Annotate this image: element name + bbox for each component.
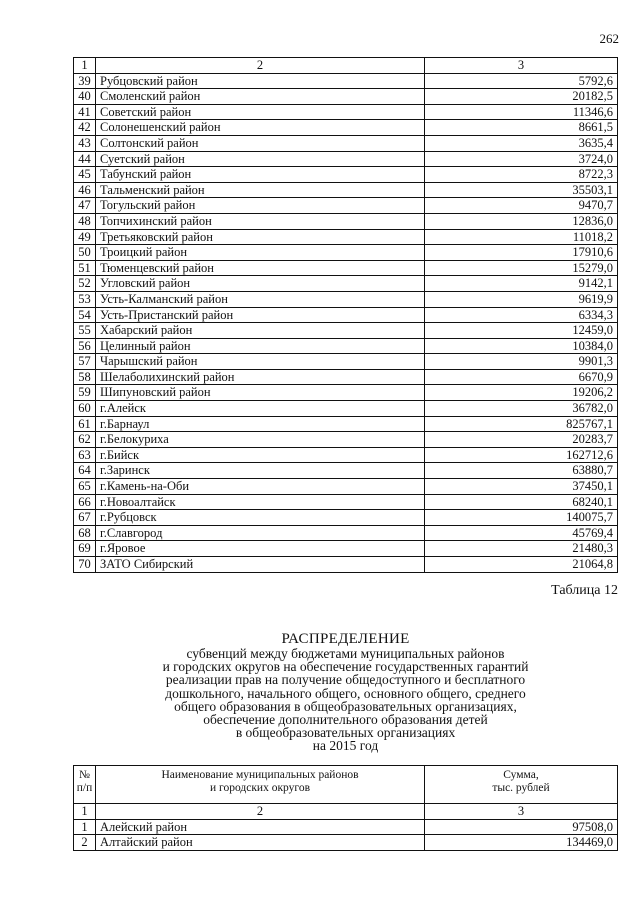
row-name: Шипуновский район — [96, 385, 425, 401]
table-row — [74, 307, 618, 323]
row-name: г.Бийск — [96, 447, 425, 463]
row-sum: 12459,0 — [425, 323, 618, 339]
header-name-sublabel: и городских округов — [210, 782, 310, 794]
table-row — [74, 447, 618, 463]
column-number-1: 1 — [74, 804, 96, 820]
heading-line: и городских округов на обеспечение государственных гарантий — [162, 659, 529, 675]
row-sum: 825767,1 — [425, 416, 618, 432]
table-row — [74, 135, 618, 151]
row-number: 48 — [74, 213, 96, 229]
row-name: Целинный район — [96, 338, 425, 354]
column-number-row — [74, 804, 618, 820]
row-name: Тогульский район — [96, 198, 425, 214]
row-number: 46 — [74, 182, 96, 198]
row-name: Усть-Пристанский район — [96, 307, 425, 323]
row-name: г.Белокуриха — [96, 432, 425, 448]
row-number: 51 — [74, 260, 96, 276]
row-sum: 162712,6 — [425, 447, 618, 463]
row-number: 49 — [74, 229, 96, 245]
row-name: г.Новоалтайск — [96, 494, 425, 510]
row-name: Шелаболихинский район — [96, 369, 425, 385]
heading-line: реализации прав на получение общедоступного и бесплатного — [165, 672, 526, 688]
row-number: 41 — [74, 104, 96, 120]
row-number: 1 — [74, 819, 96, 835]
table-row — [74, 260, 618, 276]
table-row — [74, 463, 618, 479]
row-number: 69 — [74, 541, 96, 557]
row-name: ЗАТО Сибирский — [96, 557, 425, 573]
row-number: 47 — [74, 198, 96, 214]
row-sum: 10384,0 — [425, 338, 618, 354]
header-sum-label: Сумма, — [503, 769, 539, 781]
heading-line: дошкольного, начального общего, основного общего, среднего — [165, 685, 526, 701]
row-number: 64 — [74, 463, 96, 479]
row-number: 40 — [74, 89, 96, 105]
table-row — [74, 338, 618, 354]
table-label: Таблица 12 — [551, 583, 618, 598]
row-sum: 20283,7 — [425, 432, 618, 448]
row-name: Солонешенский район — [96, 120, 425, 136]
row-sum: 8722,3 — [425, 167, 618, 183]
heading-line: в общеобразовательных организациях — [235, 725, 456, 741]
page-number: 262 — [599, 31, 619, 46]
column-number-2: 2 — [96, 804, 425, 820]
row-name: Тальменский район — [96, 182, 425, 198]
row-number: 66 — [74, 494, 96, 510]
table-row — [74, 510, 618, 526]
table-row — [74, 323, 618, 339]
row-sum: 8661,5 — [425, 120, 618, 136]
row-sum: 35503,1 — [425, 182, 618, 198]
row-sum: 134469,0 — [425, 835, 618, 851]
table-row — [74, 401, 618, 417]
column-number-3: 3 — [425, 804, 618, 820]
row-number: 62 — [74, 432, 96, 448]
column-number-row — [74, 58, 618, 74]
row-sum: 11018,2 — [425, 229, 618, 245]
row-sum: 9470,7 — [425, 198, 618, 214]
table-row — [74, 104, 618, 120]
row-sum: 45769,4 — [425, 525, 618, 541]
row-sum: 12836,0 — [425, 213, 618, 229]
table-row — [74, 229, 618, 245]
row-number: 61 — [74, 416, 96, 432]
row-name: г.Барнаул — [96, 416, 425, 432]
table-row — [74, 494, 618, 510]
table-row — [74, 369, 618, 385]
row-number: 42 — [74, 120, 96, 136]
table-row — [74, 120, 618, 136]
row-name: г.Алейск — [96, 401, 425, 417]
row-sum: 21064,8 — [425, 557, 618, 573]
table-row — [74, 541, 618, 557]
distribution-heading — [73, 631, 618, 753]
row-sum: 20182,5 — [425, 89, 618, 105]
row-name: Табунский район — [96, 167, 425, 183]
row-number: 52 — [74, 276, 96, 292]
table-row — [74, 213, 618, 229]
row-name: г.Рубцовск — [96, 510, 425, 526]
row-sum: 21480,3 — [425, 541, 618, 557]
row-name: Алтайский район — [96, 835, 425, 851]
row-number: 44 — [74, 151, 96, 167]
table-row — [74, 198, 618, 214]
row-sum: 68240,1 — [425, 494, 618, 510]
header-number-sublabel: п/п — [76, 782, 93, 794]
row-name: Топчихинский район — [96, 213, 425, 229]
table-row — [74, 89, 618, 105]
row-name: г.Заринск — [96, 463, 425, 479]
row-number: 65 — [74, 479, 96, 495]
row-number: 70 — [74, 557, 96, 573]
row-sum: 15279,0 — [425, 260, 618, 276]
table-row — [74, 819, 618, 835]
row-number: 39 — [74, 73, 96, 89]
row-sum: 63880,7 — [425, 463, 618, 479]
header-name-cell — [96, 766, 425, 804]
column-number-3: 3 — [425, 58, 618, 74]
row-number: 60 — [74, 401, 96, 417]
table-row — [74, 151, 618, 167]
row-name: Троицкий район — [96, 245, 425, 261]
row-number: 50 — [74, 245, 96, 261]
row-sum: 140075,7 — [425, 510, 618, 526]
table-row — [74, 432, 618, 448]
heading-title: РАСПРЕДЕЛЕНИЕ — [281, 631, 410, 647]
row-sum: 17910,6 — [425, 245, 618, 261]
row-name: Советский район — [96, 104, 425, 120]
column-number-2: 2 — [96, 58, 425, 74]
column-number-1: 1 — [74, 58, 96, 74]
table-row — [74, 557, 618, 573]
table-row — [74, 385, 618, 401]
row-number: 55 — [74, 323, 96, 339]
row-name: Смоленский район — [96, 89, 425, 105]
row-name: Третьяковский район — [96, 229, 425, 245]
row-name: Суетский район — [96, 151, 425, 167]
row-name: г.Славгород — [96, 525, 425, 541]
row-sum: 37450,1 — [425, 479, 618, 495]
row-sum: 3724,0 — [425, 151, 618, 167]
row-number: 43 — [74, 135, 96, 151]
row-number: 54 — [74, 307, 96, 323]
row-sum: 5792,6 — [425, 73, 618, 89]
header-sum-sublabel: тыс. рублей — [492, 782, 550, 794]
table-row — [74, 276, 618, 292]
row-number: 57 — [74, 354, 96, 370]
row-number: 2 — [74, 835, 96, 851]
table-row — [74, 354, 618, 370]
row-number: 67 — [74, 510, 96, 526]
row-name: Усть-Калманский район — [96, 291, 425, 307]
row-sum: 6670,9 — [425, 369, 618, 385]
row-number: 59 — [74, 385, 96, 401]
row-number: 53 — [74, 291, 96, 307]
header-name-label: Наименование муниципальных районов — [161, 769, 359, 781]
table-row — [74, 479, 618, 495]
row-sum: 19206,2 — [425, 385, 618, 401]
table-row — [74, 835, 618, 851]
row-sum: 6334,3 — [425, 307, 618, 323]
row-number: 45 — [74, 167, 96, 183]
row-name: г.Камень-на-Оби — [96, 479, 425, 495]
header-sum-cell — [425, 766, 618, 804]
row-number: 58 — [74, 369, 96, 385]
heading-line: обеспечение дополнительного образования детей — [203, 712, 488, 728]
header-number-label: № — [79, 769, 90, 781]
row-name: г.Яровое — [96, 541, 425, 557]
table-row — [74, 245, 618, 261]
row-number: 68 — [74, 525, 96, 541]
heading-line: субвенций между бюджетами муниципальных районов — [186, 646, 505, 661]
row-sum: 3635,4 — [425, 135, 618, 151]
table-row — [74, 73, 618, 89]
table-row — [74, 291, 618, 307]
table-header-row — [74, 766, 618, 804]
row-number: 56 — [74, 338, 96, 354]
table-row — [74, 416, 618, 432]
allocation-table-continued — [73, 57, 618, 573]
row-sum: 11346,6 — [425, 104, 618, 120]
heading-line: на 2015 год — [312, 738, 379, 754]
row-number: 63 — [74, 447, 96, 463]
table-row — [74, 167, 618, 183]
header-number-cell — [74, 766, 96, 804]
table-row — [74, 182, 618, 198]
row-sum: 36782,0 — [425, 401, 618, 417]
heading-line: общего образования в общеобразовательных организациях, — [174, 698, 517, 714]
row-sum: 97508,0 — [425, 819, 618, 835]
row-name: Угловский район — [96, 276, 425, 292]
row-name: Рубцовский район — [96, 73, 425, 89]
row-name: Чарышский район — [96, 354, 425, 370]
row-sum: 9901,3 — [425, 354, 618, 370]
row-name: Солтонский район — [96, 135, 425, 151]
row-sum: 9619,9 — [425, 291, 618, 307]
row-name: Хабарский район — [96, 323, 425, 339]
row-name: Тюменцевский район — [96, 260, 425, 276]
table-row — [74, 525, 618, 541]
row-sum: 9142,1 — [425, 276, 618, 292]
row-name: Алейский район — [96, 819, 425, 835]
allocation-table-12 — [73, 765, 618, 851]
